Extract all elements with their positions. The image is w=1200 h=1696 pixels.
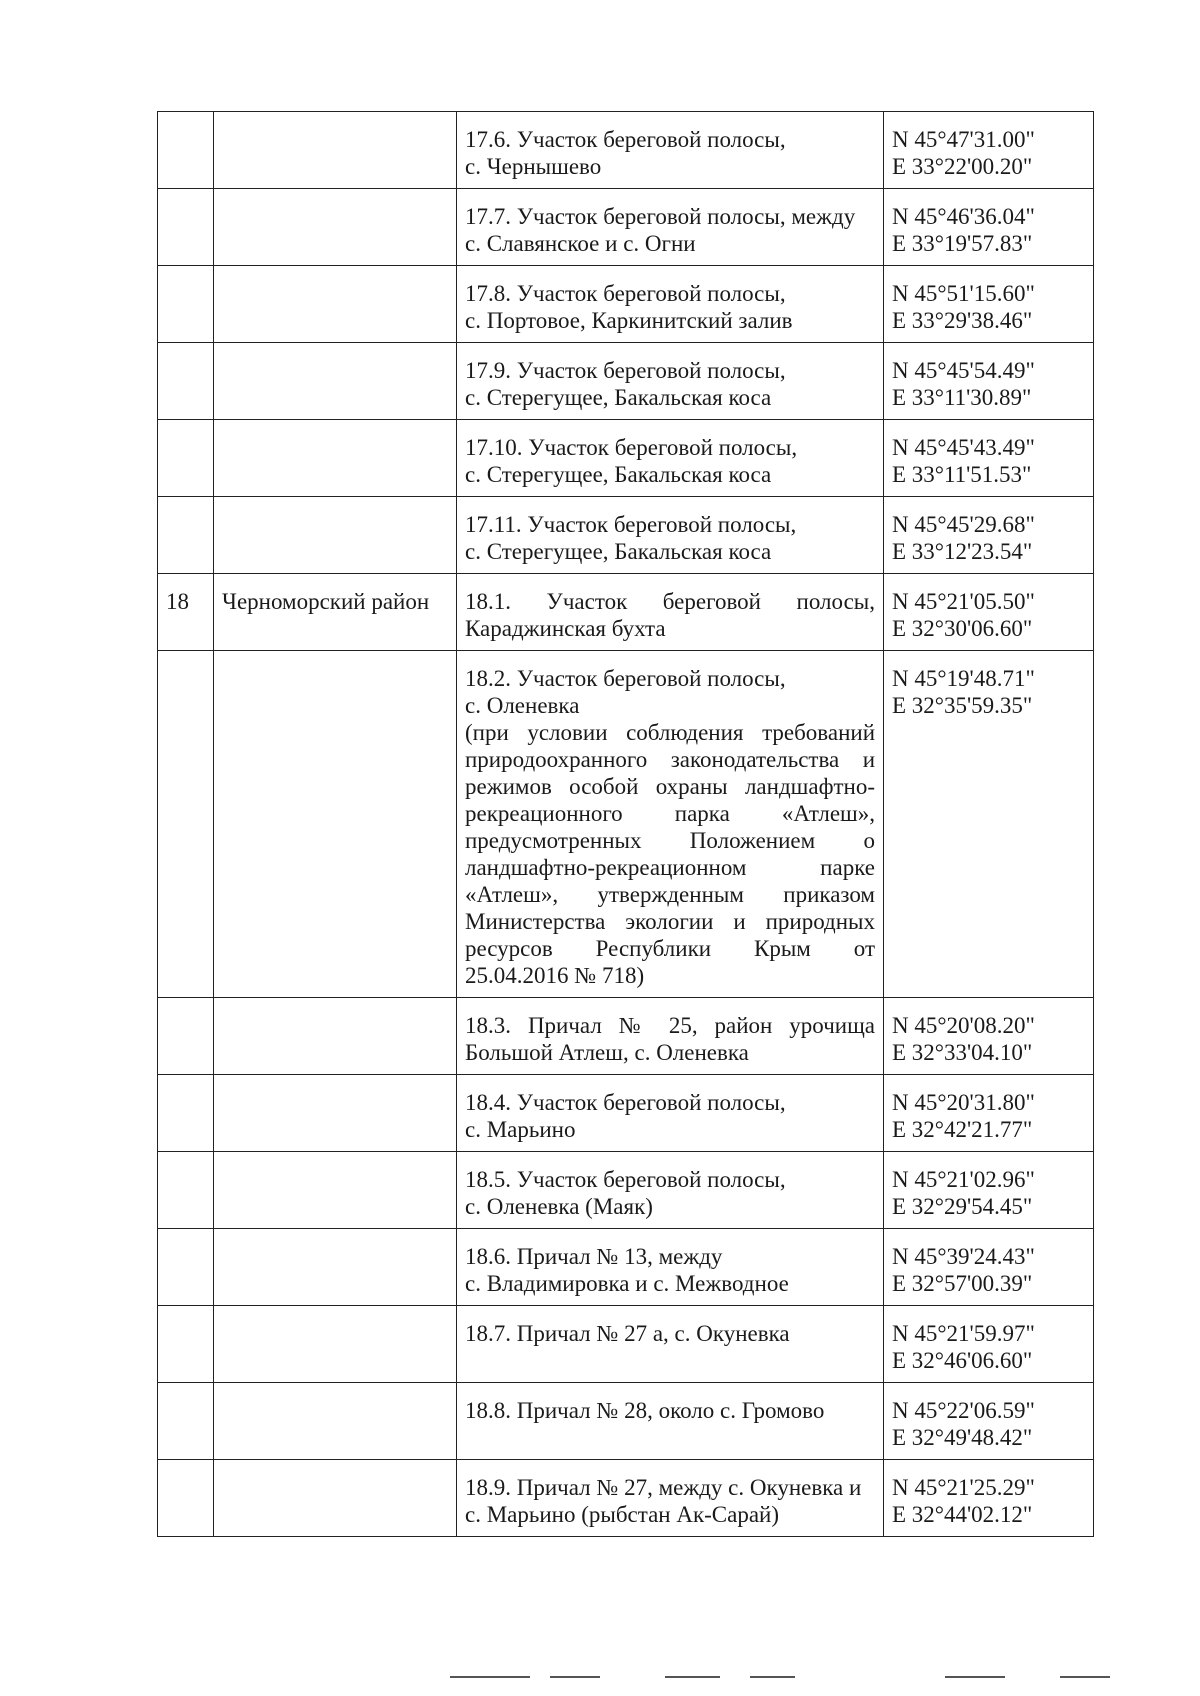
latitude: N 45°45'43.49" <box>892 435 1035 460</box>
district-cell <box>214 497 457 574</box>
longitude: E 32°30'06.60" <box>892 616 1033 641</box>
row-number-cell <box>158 189 214 266</box>
site-description-line: с. Оленевка (Маяк) <box>465 1194 653 1219</box>
coordinates-cell <box>884 112 1094 189</box>
longitude: E 33°12'23.54" <box>892 539 1033 564</box>
site-description-line: с. Славянское и с. Огни <box>465 231 696 256</box>
coordinates-cell <box>884 574 1094 651</box>
site-description-cell <box>457 266 884 343</box>
site-description-cell <box>457 1229 884 1306</box>
site-description-line: природоохранного законодательства и <box>465 747 875 772</box>
coordinates-cell <box>884 1229 1094 1306</box>
row-number-cell <box>158 266 214 343</box>
site-description-line: с. Оленевка <box>465 693 580 718</box>
site-description-line: 18.8. Причал № 28, около с. Громово <box>465 1398 825 1423</box>
table-row <box>158 497 1094 574</box>
scan-footer-marks <box>440 1676 1140 1682</box>
longitude: E 32°35'59.35" <box>892 693 1033 718</box>
site-description-line: 17.8. Участок береговой полосы, <box>465 281 786 306</box>
site-description-line: 17.7. Участок береговой полосы, между <box>465 204 856 229</box>
site-description-line: 18.2. Участок береговой полосы, <box>465 666 786 691</box>
row-number-cell <box>158 1383 214 1460</box>
table-row <box>158 1075 1094 1152</box>
table-row <box>158 651 1094 998</box>
site-description-line: 18.1. Участок береговой полосы, <box>465 589 875 614</box>
table-row <box>158 1383 1094 1460</box>
site-description-line: 17.10. Участок береговой полосы, <box>465 435 798 460</box>
latitude: N 45°39'24.43" <box>892 1244 1035 1269</box>
row-number-cell <box>158 1306 214 1383</box>
site-description-line: 17.11. Участок береговой полосы, <box>465 512 797 537</box>
row-number-cell <box>158 1460 214 1537</box>
longitude: E 32°44'02.12" <box>892 1502 1033 1527</box>
site-description-cell <box>457 189 884 266</box>
latitude: N 45°21'25.29" <box>892 1475 1035 1500</box>
site-description-line: 18.3. Причал № 25, район урочища <box>465 1013 875 1038</box>
coordinates-cell <box>884 420 1094 497</box>
latitude: N 45°51'15.60" <box>892 281 1035 306</box>
longitude: E 33°19'57.83" <box>892 231 1033 256</box>
site-description-line: «Атлеш», утвержденным приказом <box>465 882 875 907</box>
site-description-cell <box>457 420 884 497</box>
longitude: E 33°11'51.53" <box>892 462 1032 487</box>
table-row <box>158 1229 1094 1306</box>
latitude: N 45°20'31.80" <box>892 1090 1035 1115</box>
site-description-line: 18.4. Участок береговой полосы, <box>465 1090 786 1115</box>
table-row <box>158 1306 1094 1383</box>
site-description-line: предусмотренных Положением о <box>465 828 875 853</box>
site-description-line: 25.04.2016 № 718) <box>465 963 645 988</box>
latitude: N 45°45'29.68" <box>892 512 1035 537</box>
latitude: N 45°19'48.71" <box>892 666 1035 691</box>
district-name: Черноморский район <box>222 589 430 614</box>
site-description-line: 18.7. Причал № 27 а, с. Окуневка <box>465 1321 790 1346</box>
coordinates-cell <box>884 266 1094 343</box>
row-number-cell <box>158 651 214 998</box>
coordinates-cell <box>884 1075 1094 1152</box>
site-description-line: 17.9. Участок береговой полосы, <box>465 358 786 383</box>
latitude: N 45°21'59.97" <box>892 1321 1035 1346</box>
site-description-line: Большой Атлеш, с. Оленевка <box>465 1040 749 1065</box>
site-description-cell <box>457 112 884 189</box>
row-number-cell <box>158 1229 214 1306</box>
district-cell <box>214 1460 457 1537</box>
site-description-line: Министерства экологии и природных <box>465 909 875 934</box>
district-cell <box>214 1075 457 1152</box>
table-row <box>158 420 1094 497</box>
site-description-line: с. Чернышево <box>465 154 602 179</box>
coordinates-cell <box>884 998 1094 1075</box>
longitude: E 32°46'06.60" <box>892 1348 1033 1373</box>
latitude: N 45°21'05.50" <box>892 589 1035 614</box>
table-row <box>158 189 1094 266</box>
latitude: N 45°46'36.04" <box>892 204 1035 229</box>
site-description-line: с. Портовое, Каркинитский залив <box>465 308 793 333</box>
site-description-cell <box>457 1152 884 1229</box>
site-description-line: рекреационного парка «Атлеш», <box>465 801 875 826</box>
latitude: N 45°45'54.49" <box>892 358 1035 383</box>
site-description-line: 18.5. Участок береговой полосы, <box>465 1167 786 1192</box>
table-row <box>158 998 1094 1075</box>
district-cell <box>214 266 457 343</box>
coordinates-cell <box>884 1460 1094 1537</box>
table-row <box>158 343 1094 420</box>
site-description-cell <box>457 1460 884 1537</box>
latitude: N 45°21'02.96" <box>892 1167 1035 1192</box>
table-row <box>158 266 1094 343</box>
coordinates-cell <box>884 1383 1094 1460</box>
site-description-cell <box>457 1383 884 1460</box>
table-row <box>158 1152 1094 1229</box>
longitude: E 33°29'38.46" <box>892 308 1033 333</box>
site-description-line: с. Владимировка и с. Межводное <box>465 1271 789 1296</box>
row-number-cell <box>158 1075 214 1152</box>
table-row <box>158 574 1094 651</box>
site-description-line: 17.6. Участок береговой полосы, <box>465 127 786 152</box>
longitude: E 32°29'54.45" <box>892 1194 1033 1219</box>
row-number-cell <box>158 343 214 420</box>
site-description-line: Караджинская бухта <box>465 616 666 641</box>
site-description-line: 18.6. Причал № 13, между <box>465 1244 723 1269</box>
district-cell <box>214 651 457 998</box>
site-description-cell <box>457 343 884 420</box>
latitude: N 45°20'08.20" <box>892 1013 1035 1038</box>
site-description-line: ресурсов Республики Крым от <box>465 936 875 961</box>
table-row <box>158 112 1094 189</box>
row-number-cell <box>158 420 214 497</box>
latitude: N 45°47'31.00" <box>892 127 1035 152</box>
site-description-line: с. Стерегущее, Бакальская коса <box>465 539 772 564</box>
longitude: E 33°22'00.20" <box>892 154 1033 179</box>
site-description-line: режимов особой охраны ландшафтно- <box>465 774 875 799</box>
row-number-cell <box>158 497 214 574</box>
site-description-cell <box>457 651 884 998</box>
district-cell <box>214 1383 457 1460</box>
district-cell <box>214 574 457 651</box>
district-cell <box>214 998 457 1075</box>
table-body <box>158 112 1094 1537</box>
site-description-line: с. Марьино <box>465 1117 576 1142</box>
beach-sites-table <box>157 111 1094 1537</box>
coordinates-cell <box>884 189 1094 266</box>
district-cell <box>214 1152 457 1229</box>
site-description-cell <box>457 1075 884 1152</box>
longitude: E 32°57'00.39" <box>892 1271 1033 1296</box>
coordinates-cell <box>884 343 1094 420</box>
district-cell <box>214 1306 457 1383</box>
district-cell <box>214 1229 457 1306</box>
longitude: E 33°11'30.89" <box>892 385 1032 410</box>
district-cell <box>214 189 457 266</box>
site-description-line: ландшафтно-рекреационном парке <box>465 855 875 880</box>
row-number-cell <box>158 112 214 189</box>
district-cell <box>214 343 457 420</box>
longitude: E 32°33'04.10" <box>892 1040 1033 1065</box>
site-description-line: с. Марьино (рыбстан Ак-Сарай) <box>465 1502 780 1527</box>
latitude: N 45°22'06.59" <box>892 1398 1035 1423</box>
coordinates-cell <box>884 1306 1094 1383</box>
site-description-cell <box>457 574 884 651</box>
row-number-cell <box>158 574 214 651</box>
district-cell <box>214 420 457 497</box>
district-cell <box>214 112 457 189</box>
site-description-line: (при условии соблюдения требований <box>465 720 875 745</box>
table-row <box>158 1460 1094 1537</box>
row-number: 18 <box>166 589 189 614</box>
longitude: E 32°49'48.42" <box>892 1425 1033 1450</box>
site-description-line: с. Стерегущее, Бакальская коса <box>465 385 772 410</box>
longitude: E 32°42'21.77" <box>892 1117 1033 1142</box>
site-description-cell <box>457 497 884 574</box>
coordinates-cell <box>884 651 1094 998</box>
coordinates-cell <box>884 497 1094 574</box>
site-description-line: 18.9. Причал № 27, между с. Окуневка и <box>465 1475 862 1500</box>
row-number-cell <box>158 998 214 1075</box>
site-description-cell <box>457 1306 884 1383</box>
site-description-line: с. Стерегущее, Бакальская коса <box>465 462 772 487</box>
coordinates-cell <box>884 1152 1094 1229</box>
row-number-cell <box>158 1152 214 1229</box>
site-description-cell <box>457 998 884 1075</box>
